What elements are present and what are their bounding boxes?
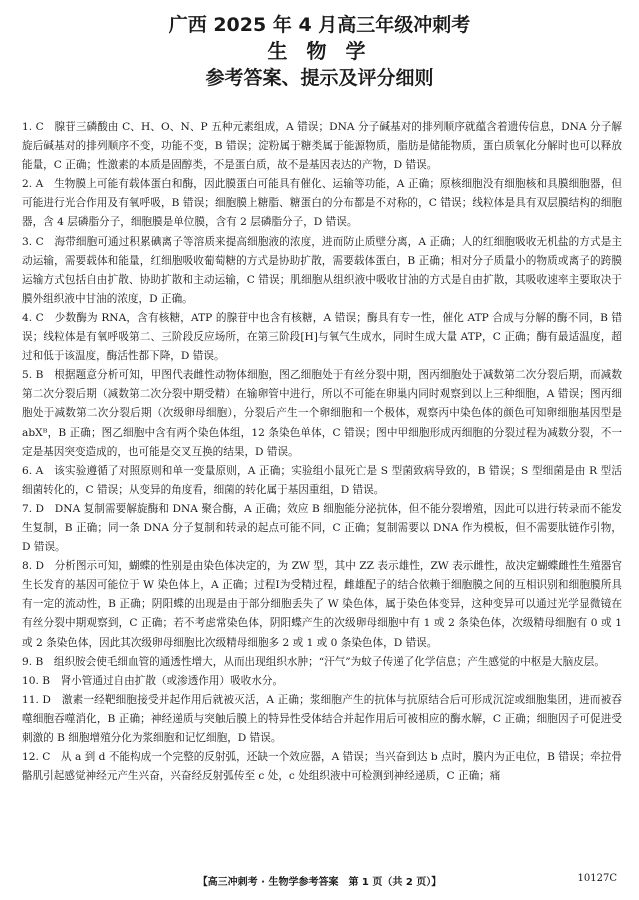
answer-item-3: 3. C 海带细胞可通过积累碘离子等溶质来提高细胞液的浓度，进而防止质壁分离，A 正确；人的红细胞吸收无机盐的方式是主动运输，需要载体和能量，红细胞吸收葡萄糖的方式是协助扩散，需要载体蛋白，B 正确；相对分子质量小的物质或离子的跨膜运输方式包括自由扩散、协助扩散和主动运输，C 错误；肌细胞从组织液中吸收甘油的方式是自由扩散，其吸收速率主要取决于膜外组织液中甘油的浓度，D 正确。	[22, 235, 622, 305]
page-footer	[0, 873, 639, 893]
subject-title: 生 物 学	[267, 39, 372, 63]
answer-item-2: 2. A 生物膜上可能有载体蛋白和酶，因此膜蛋白可能具有催化、运输等功能，A 正确；原核细胞没有细胞核和具膜细胞器，但可能进行光合作用及有氧呼吸，B 错误；细胞膜上糖脂、糖蛋白的分布都是不对称的，C 错误；线粒体是具有双层膜结构的细胞器，含 4 层磷脂分子，细胞膜是单位膜，含有 2 层磷脂分子，D 错误。	[22, 178, 622, 229]
answer-item-10: 10. B 肾小管通过自由扩散（或渗透作用）吸收水分。	[22, 674, 284, 687]
answer-list	[22, 118, 622, 786]
exam-title: 广西 2025 年 4 月高三年级冲刺考	[168, 14, 471, 36]
page-header	[0, 8, 639, 92]
footer-page-info: 【高三冲刺考 · 生物学参考答案 第 1 页（共 2 页）】	[197, 877, 442, 888]
answer-key-title: 参考答案、提示及评分细则	[205, 67, 434, 89]
footer-code: 10127C	[577, 873, 617, 884]
answer-item-9: 9. B 组织胺会使毛细血管的通透性增大，从而出现组织水肿；“汗气”为蚊子传递了化学信息；产生感觉的中枢是大脑皮层。	[22, 655, 605, 668]
answer-item-4: 4. C 少数酶为 RNA，含有核糖，ATP 的腺苷中也含有核糖，A 错误；酶具有专一性，催化 ATP 合成与分解的酶不同，B 错误；线粒体是有氧呼吸第二、三阶段反应场所，在第三阶段[H]与氧气生成水，同时生成大量 ATP，C 正确；酶有最适温度，超过和低于该温度，酶活性都下降，D 错误。	[22, 311, 622, 363]
answer-item-7: 7. D DNA 复制需要解旋酶和 DNA 聚合酶，A 正确；效应 B 细胞能分泌抗体，但不能分裂增殖，因此可以进行转录而不能发生复制，B 正确；同一条 DNA 分子复制和转录的起点可能不同，C 正确；复制需要以 DNA 作为模板，但不需要肽链作引物，D 错误。	[22, 502, 622, 554]
answer-item-6: 6. A 该实验遵循了对照原则和单一变量原则，A 正确；实验组小鼠死亡是 S 型菌致病导致的，B 错误；S 型细菌是由 R 型活细菌转化的，C 错误；从变异的角度看，细菌的转化属于基因重组，D 错误。	[22, 464, 622, 496]
answer-item-12: 12. C 从 a 到 d 不能构成一个完整的反射弧，还缺一个效应器，A 错误；当兴奋到达 b 点时，膜内为正电位，B 错误；牵拉骨骼肌引起感觉神经元产生兴奋，兴奋经反射弧传至 c 处，c 处组织液中可检测到神经递质，C 正确；痛	[22, 751, 622, 783]
answer-item-5: 5. B 根据题意分析可知，甲图代表雌性动物体细胞，图乙细胞处于有丝分裂中期，图丙细胞处于减数第二次分裂后期，而减数第二次分裂后期（减数第二次分裂中期受精）在输卵管中进行，所以不可能在卵巢内同时观察到以上三种细胞，A 错误；图丙细胞处于减数第二次分裂后期（次级卵母细胞），分裂后产生一个卵细胞和一个极体，观察丙中染色体的颜色可知卵细胞基因型是 abXᴮ，B 正确；图乙细胞中含有两个染色体组，12 条染色单体，C 错误；图中甲细胞形成丙细胞的分裂过程为减数分裂，不一定是基因突变造成的，也可能是交叉互换的结果，D 错误。	[22, 369, 622, 458]
answer-item-8: 8. D 分析图示可知，蝴蝶的性别是由染色体决定的，为 ZW 型，其中 ZZ 表示雄性，ZW 表示雌性，故决定蝴蝶雌性生殖器官生长发育的基因可能位于 W 染色体上，A 正确；过程Ⅰ为受精过程，雌雄配子的结合依赖于细胞膜之间的互相识别和细胞膜所具有一定的流动性，B 正确；阴阳蝶的出现是由于部分细胞丢失了 W 染色体，属于染色体变异，这种变异可以通过光学显微镜在有丝分裂中期观察到，C 正确；若不考虑常染色体，阴阳蝶产生的次级卵母细胞中有 1 或 2 条染色体，次级精母细胞有 0 或 1 或 2 条染色体，因此其次级卵母细胞比次级精母细胞多 2 或 1 或 0 条染色体，D 错误。	[22, 560, 622, 649]
answer-item-1: 1. C 腺苷三磷酸由 C、H、O、N、P 五种元素组成，A 错误；DNA 分子碱基对的排列顺序就蕴含着遗传信息，DNA 分子解旋后碱基对的排列顺序不变，功能不变，B 错误；淀粉属于糖类属于能源物质，脂肪是储能物质，蛋白质氧化分解时也可以释放能量，C 正确；性激素的本质是固醇类，不是蛋白质，故不是基因表达的产物，D 错误。	[22, 121, 622, 172]
answer-item-11: 11. D 激素一经靶细胞接受并起作用后就被灭活，A 正确；浆细胞产生的抗体与抗原结合后可形成沉淀或细胞集团，进而被吞噬细胞吞噬消化，B 正确；神经递质与突触后膜上的特异性受体结合并起作用后可被相应的酶水解，C 正确；细胞因子可促进受刺激的 B 细胞增殖分化为浆细胞和记忆细胞，D 错误。	[22, 693, 622, 744]
